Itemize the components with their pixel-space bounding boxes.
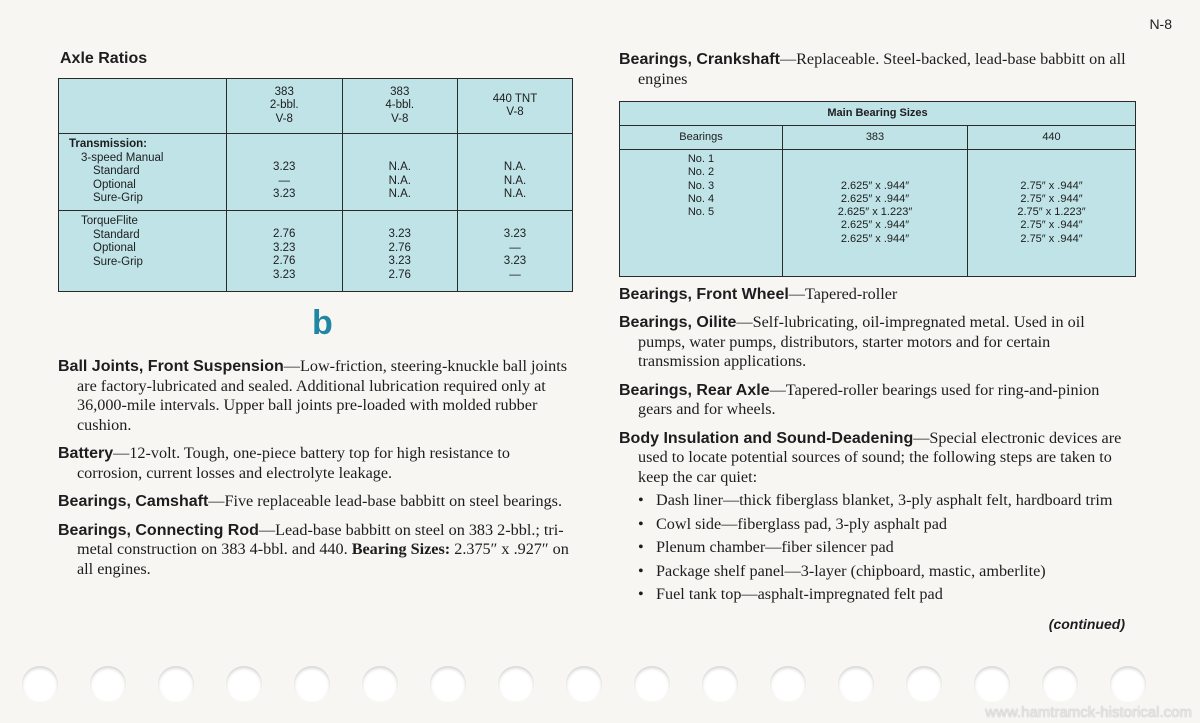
list-item: • Cowl side—fiberglass pad, 3-ply asphalt pad	[638, 514, 948, 533]
entry-connecting-rod-bearings: Bearings, Connecting Rod—Lead-base babbitt on steel on 383 2-bbl.; tri-metal construction on 383 4-bbl. and 440. Bearing Sizes: 2.375″ x .927″ on all engines.	[58, 520, 569, 578]
axle-ratios-title: Axle Ratios	[60, 50, 148, 67]
binder-hole	[770, 666, 806, 702]
bullet-icon: •	[638, 561, 644, 580]
bullet-icon: •	[638, 491, 644, 510]
list-item: • Package shelf panel—3-layer (chipboard, mastic, amberlite)	[638, 561, 1046, 580]
bullet-icon: •	[638, 585, 644, 604]
bearing-col-header: 383	[783, 126, 968, 150]
axle-row-labels: Transmission: 3-speed Manual Standard Optional Sure-Grip	[59, 134, 227, 211]
bearing-col-header: Bearings	[620, 126, 783, 150]
binder-holes	[0, 666, 1200, 706]
binder-hole	[634, 666, 670, 702]
binder-hole	[1042, 666, 1078, 702]
watermark-url: www.hamtramck-historical.com	[985, 704, 1192, 721]
axle-row-labels: TorqueFlite Standard Optional Sure-Grip	[59, 211, 227, 292]
axle-col-header: 383 2-bbl. V-8	[227, 79, 343, 134]
section-letter: b	[312, 304, 333, 342]
binder-hole	[838, 666, 874, 702]
continued-note: (continued)	[1048, 616, 1125, 632]
bearing-440-sizes: 2.75″ x .944″ 2.75″ x .944″ 2.75″ x 1.223″ 2.75″ x .944″ 2.75″ x .944″	[968, 150, 1136, 277]
insulation-list	[619, 491, 1136, 605]
left-column	[58, 50, 573, 292]
binder-hole	[294, 666, 330, 702]
entry-ball-joints: Ball Joints, Front Suspension—Low-friction, steering-knuckle ball joints are factory-lubricated and sealed. Additional lubrication required only at 36,000-mile intervals. Upper ball joints pre-loaded with molded rubber cushion.	[58, 357, 568, 434]
axle-values: 2.76 3.23 2.76 3.23	[227, 211, 343, 292]
binder-hole	[498, 666, 534, 702]
axle-row-manual	[59, 134, 573, 211]
bullet-icon: •	[638, 538, 644, 557]
axle-corner-cell	[59, 79, 227, 134]
binder-hole	[226, 666, 262, 702]
list-item: • Fuel tank top—asphalt-impregnated felt pad	[638, 585, 943, 604]
axle-col-header: 383 4-bbl. V-8	[342, 79, 458, 134]
binder-hole	[158, 666, 194, 702]
binder-hole	[430, 666, 466, 702]
axle-values: 3.23 — 3.23	[227, 134, 343, 211]
entry-crankshaft-bearings: Bearings, Crankshaft—Replaceable. Steel-backed, lead-base babbitt on all engines	[619, 50, 1126, 88]
entry-battery: Battery—12-volt. Tough, one-piece battery top for high resistance to corrosion, current losses and electrolyte leakage.	[58, 444, 510, 482]
right-column	[619, 50, 1136, 609]
entry-oilite-bearings: Bearings, Oilite—Self-lubricating, oil-impregnated metal. Used in oil pumps, water pumps, distributors, starter motors and for certain transmission applications.	[619, 313, 1085, 371]
main-bearing-table	[619, 101, 1136, 277]
binder-hole	[974, 666, 1010, 702]
binder-hole	[90, 666, 126, 702]
bearing-col-header: 440	[968, 126, 1136, 150]
right-entries	[619, 285, 1136, 605]
binder-hole	[22, 666, 58, 702]
bearing-sizes-body	[620, 150, 1136, 277]
left-entries	[58, 357, 573, 588]
bullet-icon: •	[638, 514, 644, 533]
list-item: • Dash liner—thick fiberglass blanket, 3-ply asphalt felt, hardboard trim	[638, 491, 1113, 510]
axle-row-torqueflite	[59, 211, 573, 292]
axle-ratios-table	[58, 78, 573, 292]
entry-camshaft-bearings: Bearings, Camshaft—Five replaceable lead-base babbitt on steel bearings.	[58, 492, 563, 510]
axle-values: 3.23 2.76 3.23 2.76	[342, 211, 458, 292]
entry-body-insulation: Body Insulation and Sound-Deadening—Special electronic devices are used to locate potential sources of sound; the following steps are taken to keep the car quiet:	[619, 428, 1122, 486]
bearing-383-sizes: 2.625″ x .944″ 2.625″ x .944″ 2.625″ x 1.223″ 2.625″ x .944″ 2.625″ x .944″	[783, 150, 968, 277]
entry-front-wheel-bearings: Bearings, Front Wheel—Tapered-roller	[619, 284, 898, 303]
binder-hole	[362, 666, 398, 702]
list-item: • Plenum chamber—fiber silencer pad	[638, 538, 894, 557]
bearing-names: No. 1 No. 2 No. 3 No. 4 No. 5	[620, 150, 783, 277]
axle-col-header: 440 TNT V-8	[458, 79, 573, 134]
axle-values: 3.23 — 3.23 —	[458, 211, 573, 292]
axle-values: N.A. N.A. N.A.	[342, 134, 458, 211]
binder-hole	[566, 666, 602, 702]
page-number: N-8	[1149, 16, 1172, 32]
axle-values: N.A. N.A. N.A.	[458, 134, 573, 211]
main-bearing-caption: Main Bearing Sizes	[620, 102, 1136, 126]
entry-rear-axle-bearings: Bearings, Rear Axle—Tapered-roller bearings used for ring-and-pinion gears and for wheels.	[619, 380, 1100, 419]
binder-hole	[1110, 666, 1146, 702]
binder-hole	[702, 666, 738, 702]
binder-hole	[906, 666, 942, 702]
